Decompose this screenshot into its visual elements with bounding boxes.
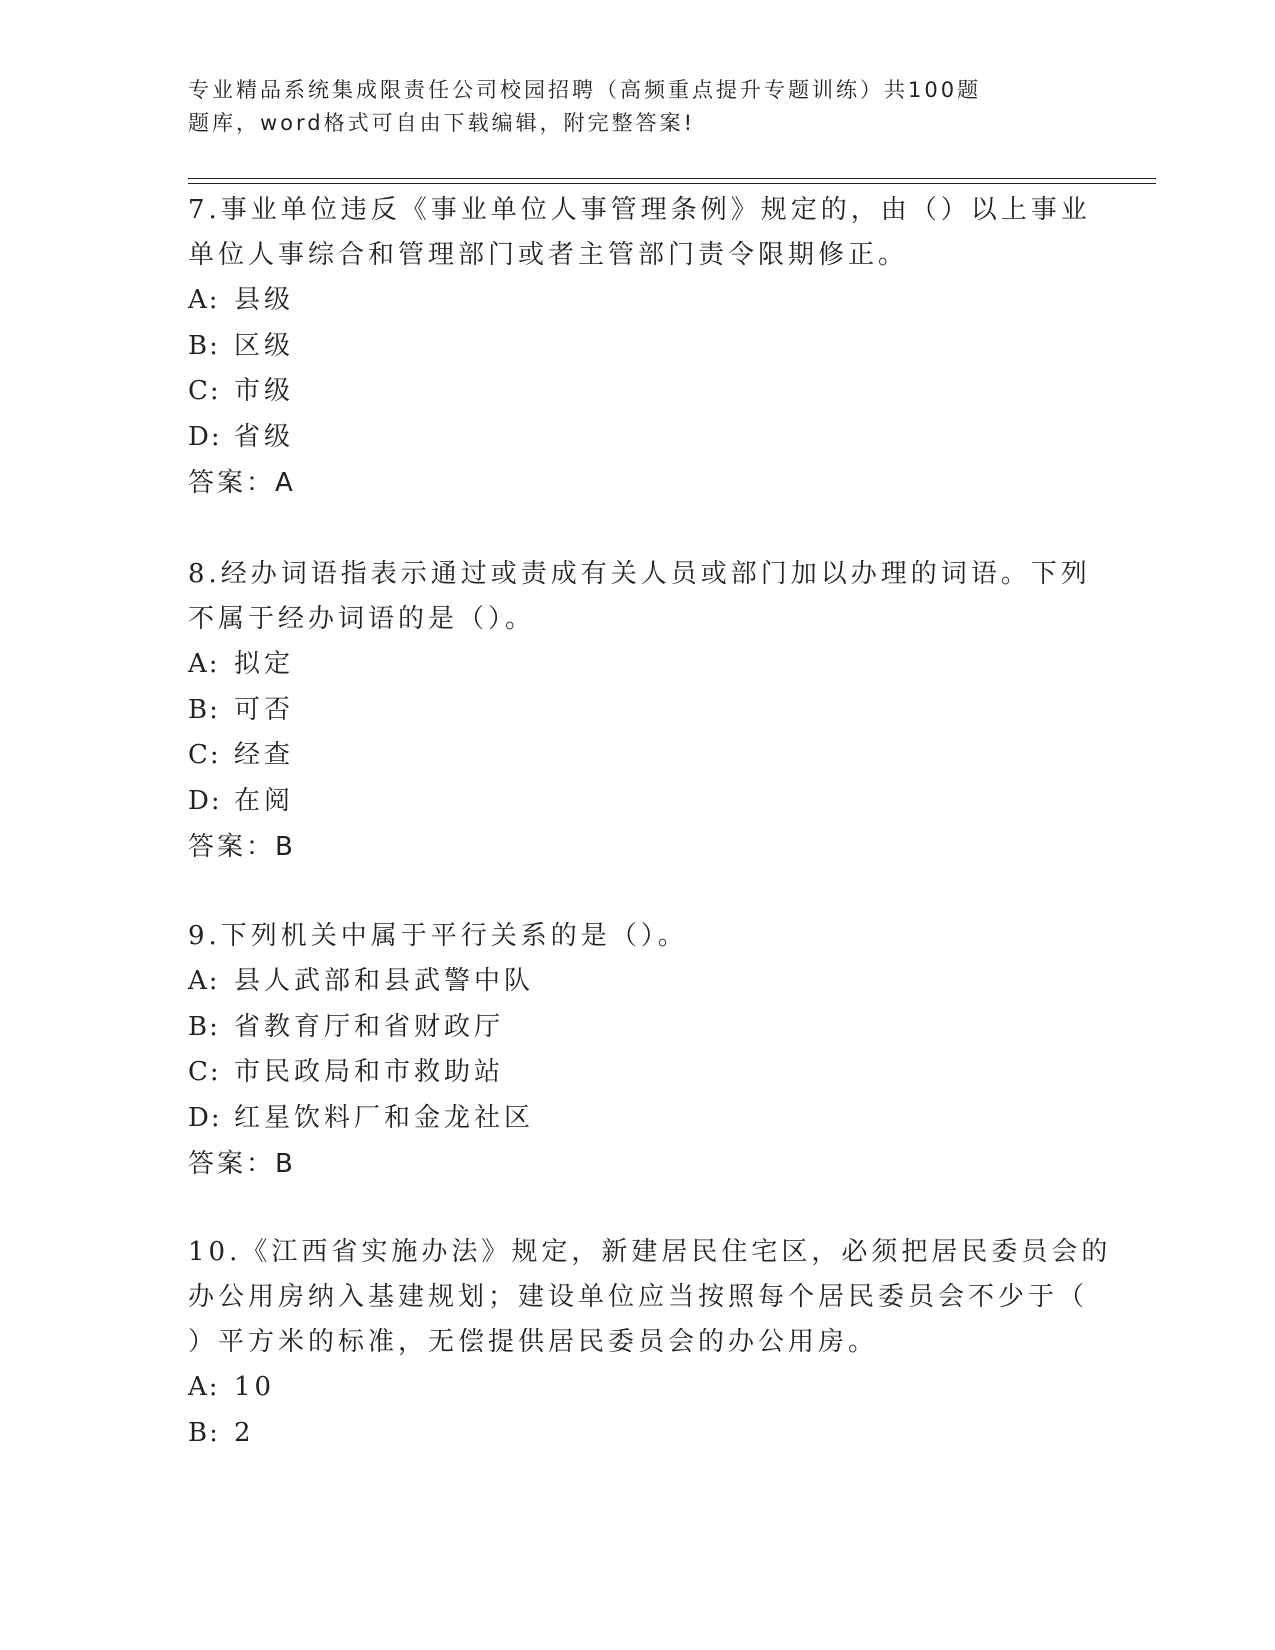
option-letter: C: xyxy=(188,376,221,406)
question-text-line: 8.经办词语指表示通过或责成有关人员或部门加以办理的词语。下列 xyxy=(188,559,1091,589)
question-text-line: ）平方米的标准，无偿提供居民委员会的办公用房。 xyxy=(188,1327,879,1357)
option-text: 经查 xyxy=(234,740,295,770)
option-list xyxy=(188,642,1088,824)
option-b xyxy=(188,324,1088,370)
answer-line: 答案：A xyxy=(188,468,296,498)
question-text-line: 10.《江西省实施办法》规定，新建居民住宅区，必须把居民委员会的 xyxy=(188,1237,1112,1267)
answer-line: 答案：B xyxy=(188,1149,296,1179)
option-letter: A: xyxy=(188,1372,220,1402)
option-letter: A: xyxy=(188,285,220,315)
question-text-line: 单位人事综合和管理部门或者主管部门责令限期修正。 xyxy=(188,240,909,270)
question-text-line: 不属于经办词语的是（）。 xyxy=(188,604,536,634)
question-text-line: 7.事业单位违反《事业单位人事管理条例》规定的，由（）以上事业 xyxy=(188,195,1091,225)
option-c xyxy=(188,369,1088,415)
option-b xyxy=(188,1411,1088,1457)
header-rule-bottom xyxy=(188,183,1156,184)
option-text: 市级 xyxy=(234,376,295,406)
option-text: 拟定 xyxy=(234,649,295,679)
option-letter: B: xyxy=(188,694,220,725)
option-text: 县人武部和县武警中队 xyxy=(234,966,535,996)
option-d xyxy=(188,1096,1088,1142)
question-text-line: 9.下列机关中属于平行关系的是（）。 xyxy=(188,921,688,951)
header-title-line-1: 专业精品系统集成限责任公司校园招聘（高频重点提升专题训练）共100题 xyxy=(188,78,982,102)
option-text: 县级 xyxy=(234,285,295,315)
option-b xyxy=(188,688,1088,734)
option-a xyxy=(188,278,1088,324)
option-letter: A: xyxy=(188,649,220,679)
option-letter: D: xyxy=(188,785,222,816)
option-letter: B: xyxy=(188,330,220,361)
question-7 xyxy=(188,188,1091,506)
answer-line: 答案：B xyxy=(188,832,296,862)
option-text: 可否 xyxy=(234,694,295,725)
option-text: 10 xyxy=(234,1372,276,1402)
option-a xyxy=(188,642,1088,688)
option-list xyxy=(188,959,1088,1141)
option-text: 省级 xyxy=(234,421,295,452)
option-text: 2 xyxy=(234,1417,255,1448)
option-list xyxy=(188,278,1088,460)
option-letter: B: xyxy=(188,1011,220,1042)
option-c xyxy=(188,733,1088,779)
question-text-line: 办公用房纳入基建规划；建设单位应当按照每个居民委员会不少于（ xyxy=(188,1282,1089,1312)
option-letter: D: xyxy=(188,421,222,452)
option-text: 省教育厅和省财政厅 xyxy=(234,1011,505,1042)
option-letter: D: xyxy=(188,1102,222,1133)
option-text: 红星饮料厂和金龙社区 xyxy=(234,1102,535,1133)
option-a xyxy=(188,1365,1088,1411)
option-c xyxy=(188,1050,1088,1096)
option-d xyxy=(188,779,1088,825)
option-letter: A: xyxy=(188,966,220,996)
question-9 xyxy=(188,914,1088,1187)
question-10 xyxy=(188,1230,1112,1456)
document-header xyxy=(188,74,1068,140)
option-list xyxy=(188,1365,1088,1456)
option-letter: C: xyxy=(188,740,221,770)
header-rule-top xyxy=(188,178,1156,179)
option-letter: B: xyxy=(188,1417,220,1448)
option-text: 在阅 xyxy=(234,785,295,816)
option-d xyxy=(188,415,1088,461)
option-b xyxy=(188,1005,1088,1051)
header-title-line-2: 题库，word格式可自由下载编辑，附完整答案! xyxy=(188,111,696,135)
question-8 xyxy=(188,552,1091,870)
option-letter: C: xyxy=(188,1057,221,1087)
option-text: 市民政局和市救助站 xyxy=(234,1057,505,1087)
option-a xyxy=(188,959,1088,1005)
option-text: 区级 xyxy=(234,330,295,361)
